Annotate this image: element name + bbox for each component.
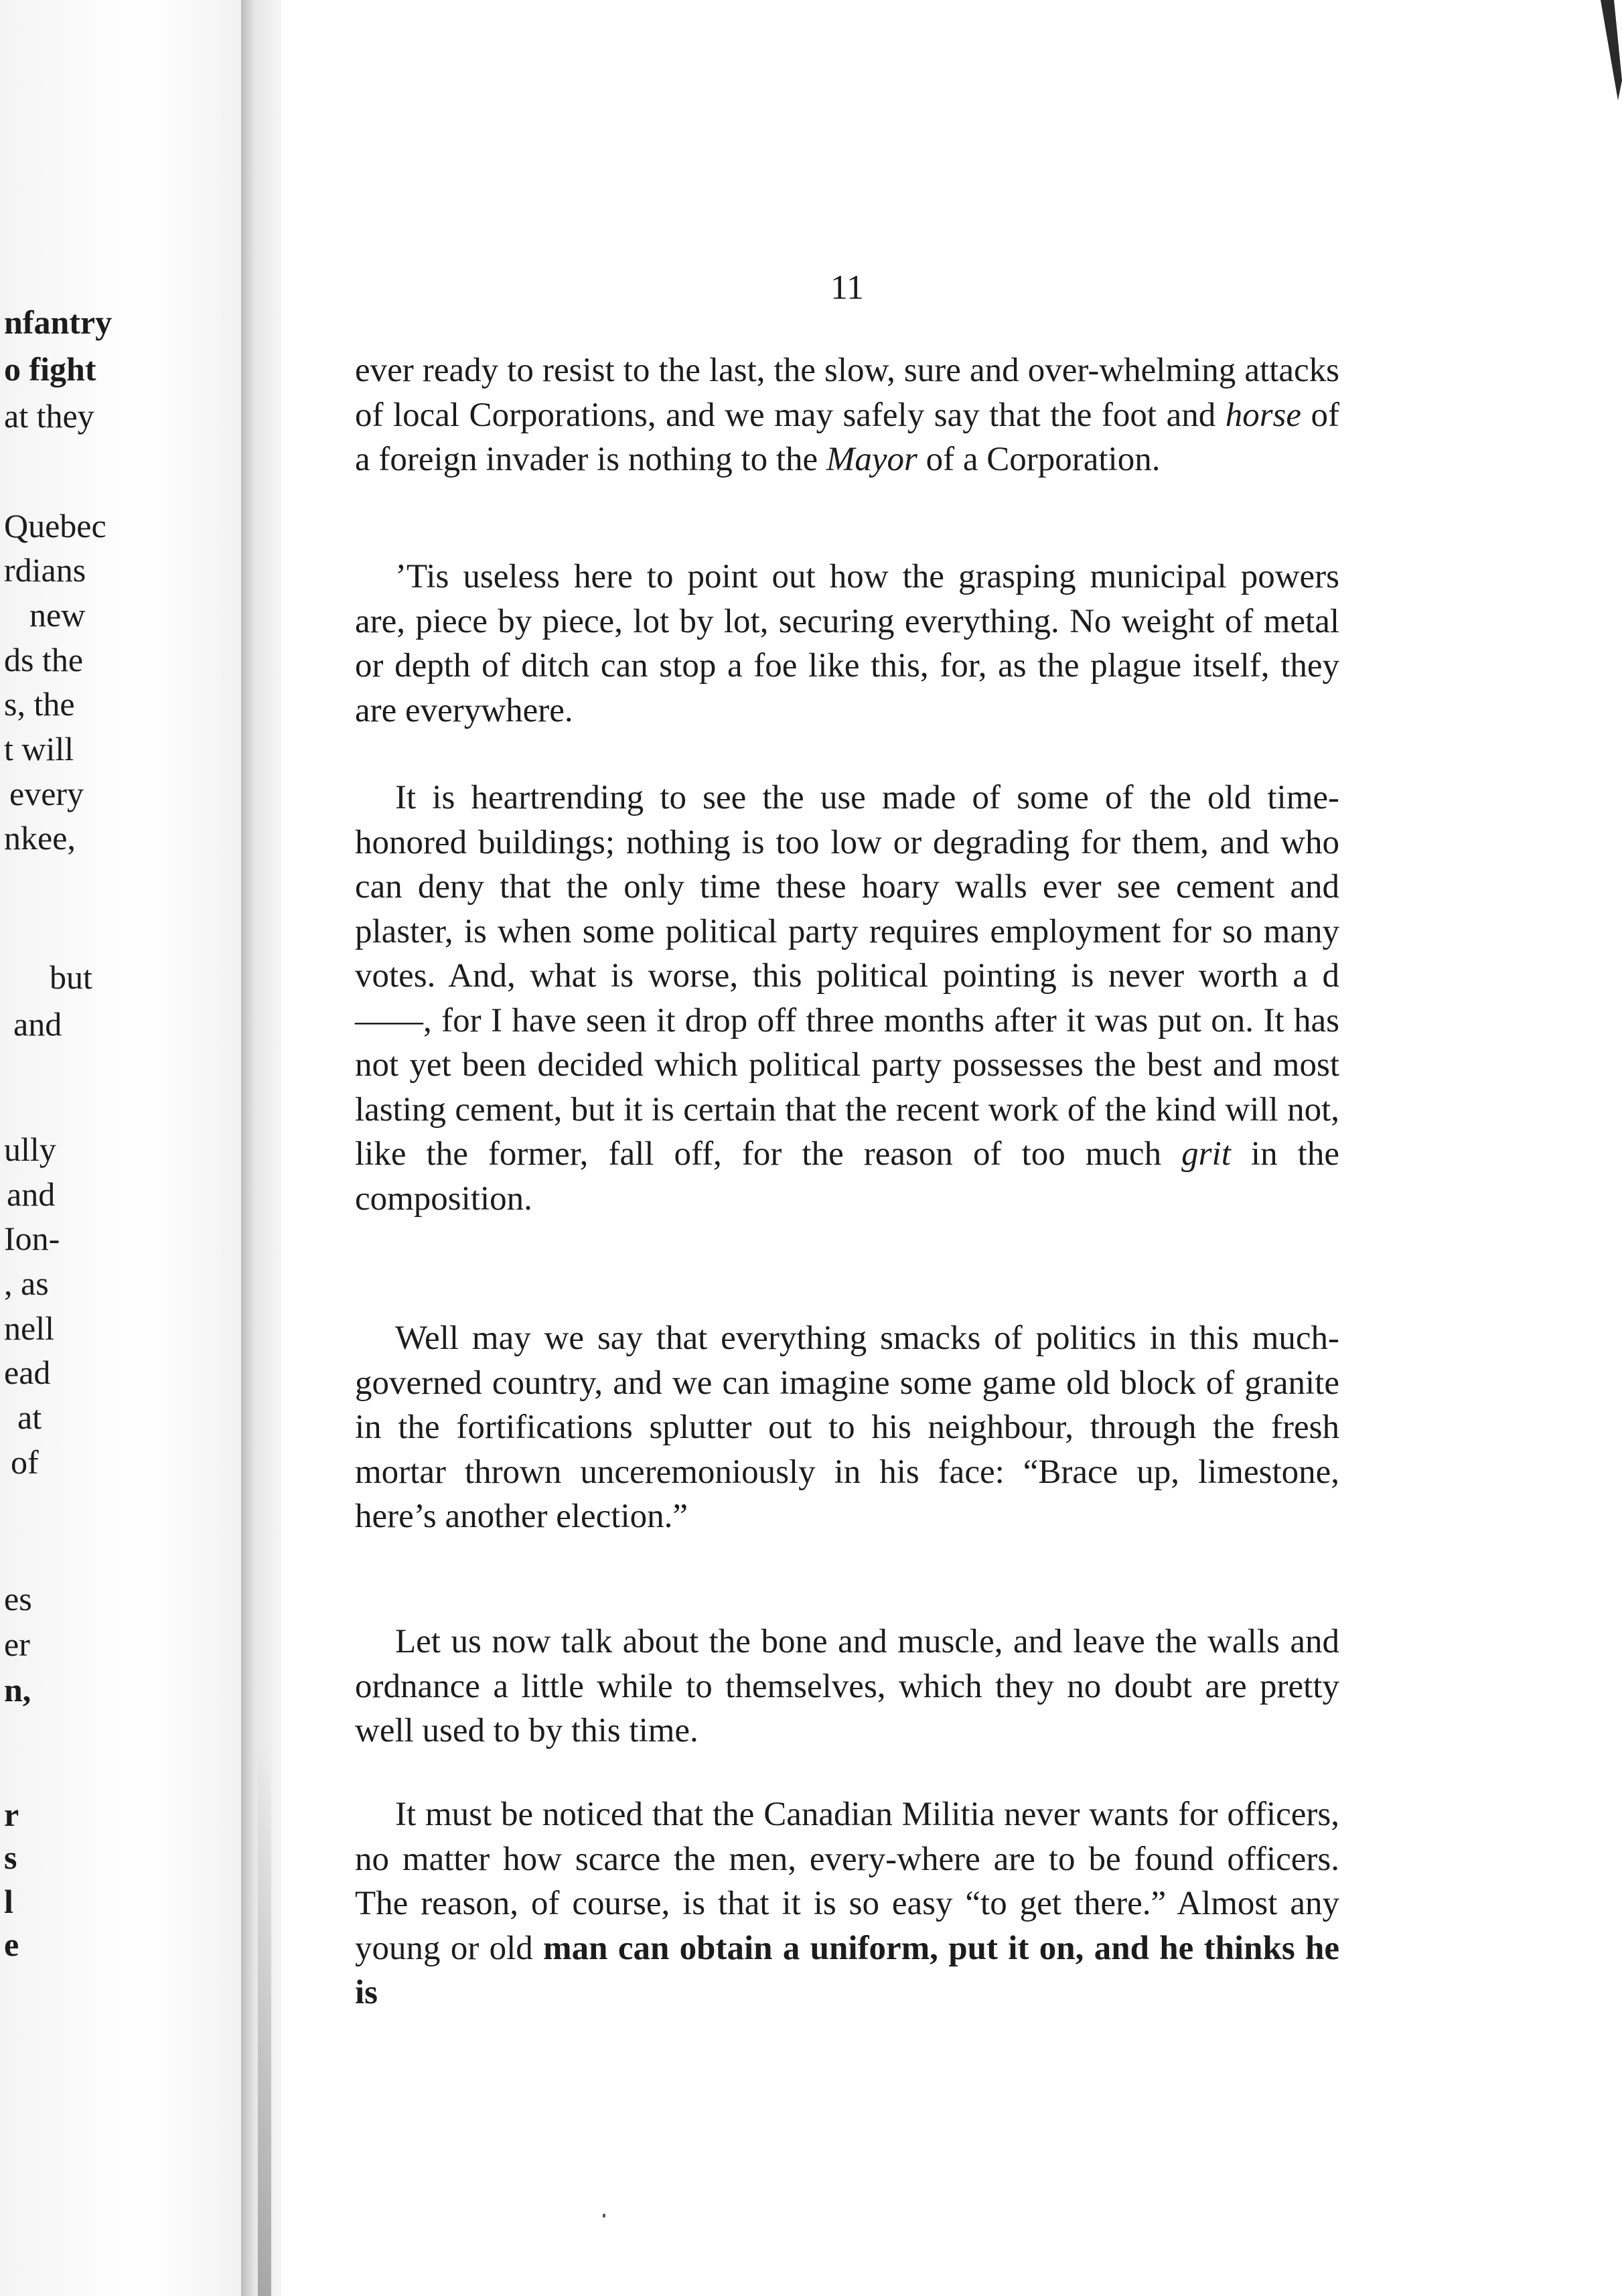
left-fragment-20: of [11,1443,39,1481]
left-fragment-15: Ion- [4,1220,60,1257]
page-corner-mark [1599,0,1622,100]
left-fragment-16: , as [4,1265,49,1302]
paragraph-1-italic-horse: horse [1225,396,1302,434]
left-fragment-10: nkee, [4,819,76,857]
left-fragment-13: ully [4,1131,56,1168]
page-number: 11 [830,269,865,307]
left-fragment-22: er [4,1626,30,1663]
left-fragment-9: every [9,775,84,812]
scan-dust-speck [603,2214,605,2218]
left-fragment-11: but [50,958,92,996]
left-fragment-12: and [13,1005,62,1043]
left-fragment-2: at they [4,397,94,435]
left-fragment-26: l [4,1883,13,1920]
paragraph-4: Well may we say that everything smacks of politics in this much-governed country, and we can imagine some game old block of granite in the fortifications splutter out to his neighbour, through the fresh mortar thrown unceremoniously in his face: “Brace up, limestone, here’s another election.” [355,1319,1339,1535]
paragraph-6-last-line: man can obtain a uniform, put it on, and he thinks he is [355,1929,1339,2011]
left-fragment-19: at [17,1398,42,1436]
left-fragment-5: new [29,596,86,634]
left-fragment-4: rdians [4,551,86,589]
paragraph-6-text-a: It must be noticed that the Canadian Militia never wants for officers, no matter how scarce the men, every-where are to be found officers. The reason, of course, is that it is so easy “to get there.” Almost any young or old [355,1796,1339,1967]
left-fragment-7: s, the [4,685,75,723]
left-fragment-6: ds the [4,641,84,678]
left-fragment-1: o fight [4,350,96,388]
paragraph-6 [355,1792,1339,2015]
left-fragment-21: es [4,1580,32,1618]
paragraph-2: ’Tis useless here to point out how the grasping municipal powers are, piece by piece, lot by lot, securing everything. No weight of metal or depth of ditch can stop a foe like this, for, as the plague itself, they are everywhere. [355,558,1339,729]
left-fragment-17: nell [4,1309,54,1347]
left-fragment-24: r [4,1796,19,1833]
paragraph-1 [355,348,1339,482]
left-fragment-8: t will [4,730,74,768]
paragraph-1-text-c: of a foreign invader is nothing to the [355,396,1339,478]
paragraph-3-text-c: in the composition. [355,1135,1339,1218]
gutter-shadow [258,1741,271,2296]
left-fragment-23: n, [4,1671,31,1709]
left-fragment-25: s [4,1839,17,1876]
paragraph-3-italic-grit: grit [1181,1135,1231,1173]
left-fragment-3: Quebec [4,507,106,545]
paragraph-5: Let us now talk about the bone and muscle, and leave the walls and ordnance a little while to themselves, which they no doubt are pretty well used to by this time. [355,1623,1339,1749]
left-fragment-14: and [7,1175,56,1213]
left-fragment-27: e [4,1926,19,1963]
paragraph-1-italic-mayor: Mayor [826,441,917,478]
paragraph-1-text-a: ever ready to resist to the last, the slow, sure and over-whelming attacks of local Corporations, and we may safely say that the foot and [355,352,1339,434]
paragraph-3-text-a: It is heartrending to see the use made of some of the old time-honored buildings; nothing is too low or degrading for them, and who can deny that the only time these hoary walls ever see cement and plaster, is when some political party requires employment for so many votes. And, what is worse, this political pointing is never worth a d——, for I have seen it drop off three months after it was put on. It has not yet been decided which political party possesses the best and most lasting cement, but it is certain that the recent work of the kind will not, like the former, fall off, for the reason of too much [355,779,1339,1173]
paragraph-3 [355,776,1339,1221]
paragraph-1-text-e: of a Corporation. [917,441,1161,478]
left-fragment-0: nfantry [4,303,113,341]
left-fragment-18: ead [4,1354,51,1391]
